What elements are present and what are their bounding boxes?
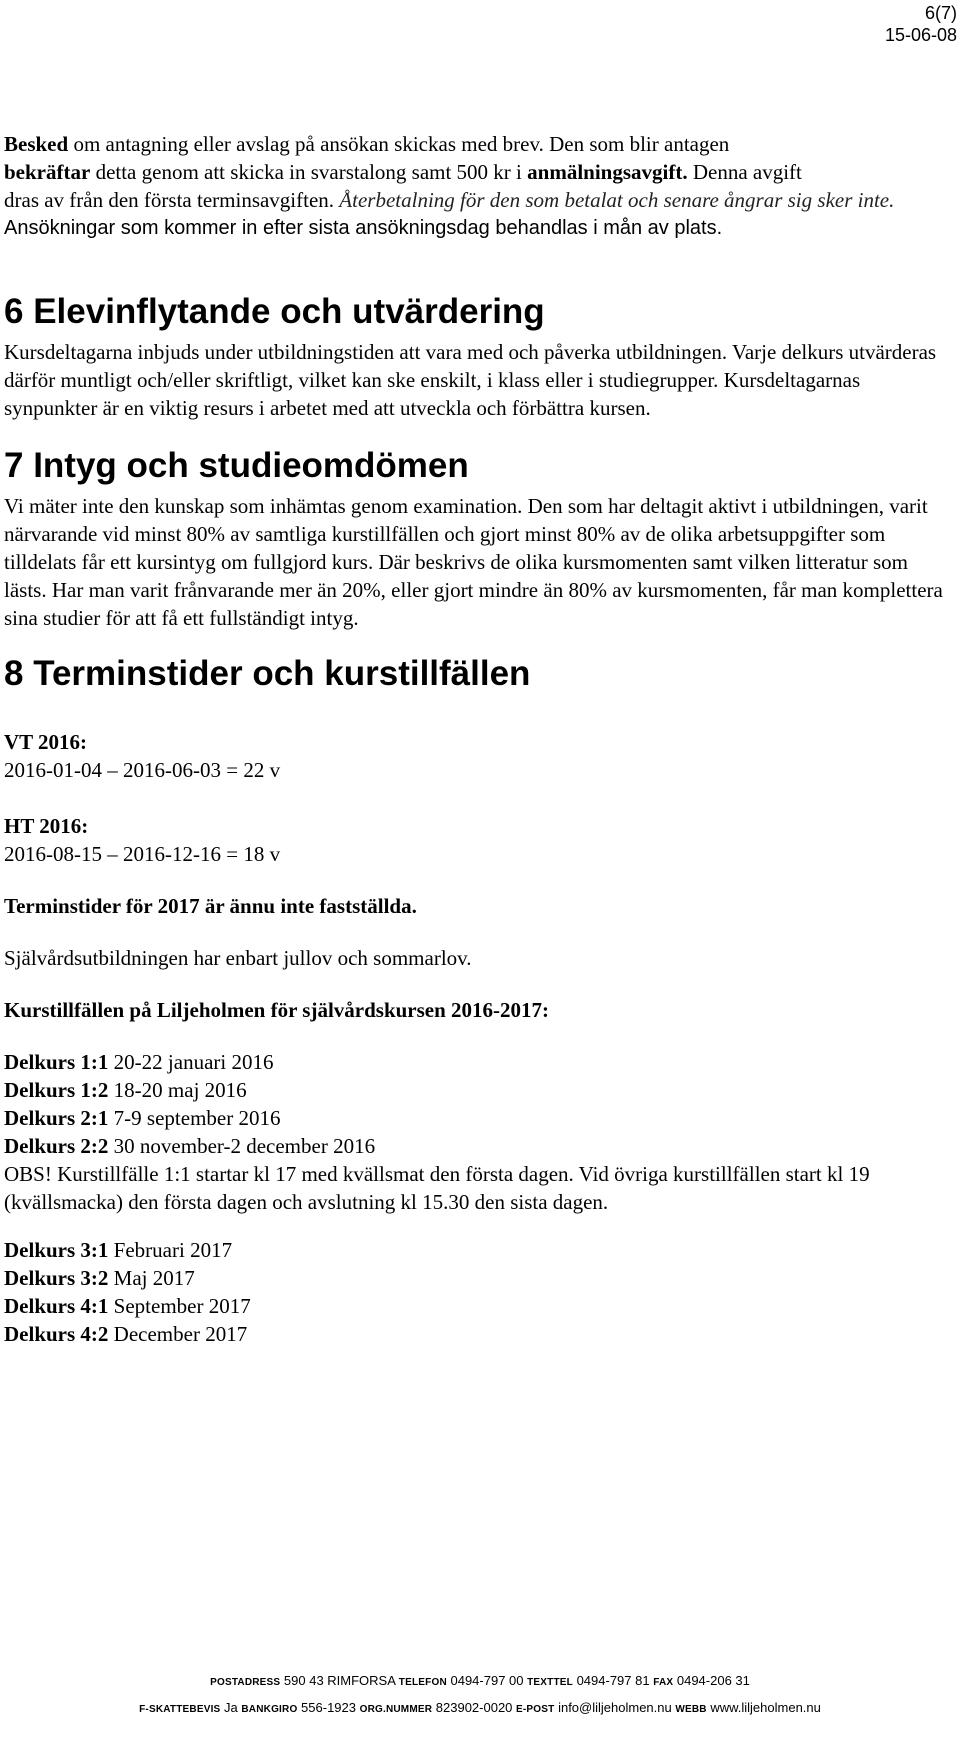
session-date: Maj 2017 [108,1266,195,1290]
section-7-body: Vi mäter inte den kunskap som inhämtas genom examination. Den som har deltagit aktivt i utbildningen, varit närvarande vid minst 80% av samtliga kurstillfällen och gjort minst 80% av de olika arbetsuppgifter som tilldelats får ett kursintyg om fullgjord kurs. Där beskrivs de olika kursmomenten samt vilken litteratur som lästs. Har man varit frånvarande mer än 20%, eller gjort mindre än 80% av kursmomenten, får man komplettera sina studier för att få ett fullständigt intyg. [4,494,943,630]
footer-company-line [0,1700,960,1718]
footer-value: 0494-206 31 [673,1673,750,1688]
holidays-note: Självårdsutbildningen har enbart jullov och sommarlov. [4,946,472,970]
footer-email[interactable]: info@liljeholmen.nu [554,1700,676,1715]
page-date: 15-06-08 [884,25,957,45]
section-7-heading: 7 Intyg och studieomdömen [4,446,469,485]
kurstillfallen-heading: Kurstillfällen på Liljeholmen för självårdskursen 2016-2017: [4,998,550,1022]
footer-key: TEXTTEL [527,1677,573,1688]
footer-key: ORG.NUMMER [359,1704,433,1715]
list-item [4,1104,954,1132]
besked-bold: Besked [4,132,69,156]
session-label: Delkurs 2:2 [4,1134,109,1158]
session-label: Delkurs 4:2 [4,1322,109,1346]
footer-website[interactable]: www.liljeholmen.nu [706,1700,821,1715]
list-item [4,1264,954,1292]
section-6-body: Kursdeltagarna inbjuds under utbildningstiden att vara med och påverka utbildningen. Varje delkurs utvärderas därför muntligt och/eller skriftligt, vilket kan ske enskilt, i klass eller i studiegrupper. Kursdeltagarnas synpunkter är en viktig resurs i arbetet med att utveckla och förbättra kursen. [4,340,937,420]
session-date: 18-20 maj 2016 [108,1078,247,1102]
terms-not-set: Terminstider för 2017 är ännu inte fastställda. [4,894,417,918]
late-applications-note: Ansökningar som kommer in efter sista ansökningsdag behandlas i mån av plats. [4,217,723,239]
ht-dates: 2016-08-15 – 2016-12-16 = 18 v [4,842,281,866]
section-6-heading: 6 Elevinflytande och utvärdering [4,292,545,331]
footer-key: FAX [653,1677,674,1688]
session-date: September 2017 [108,1294,251,1318]
session-date: December 2017 [108,1322,248,1346]
footer-key: POSTADRESS [210,1677,281,1688]
list-item [4,1132,954,1160]
refund-note: Återbetalning för den som betalat och senare ångrar sig sker inte. [339,188,895,212]
list-item [4,1320,954,1348]
sessions-2017-list [4,1236,954,1348]
session-label: Delkurs 3:1 [4,1238,109,1262]
session-label: Delkurs 1:1 [4,1050,109,1074]
list-item [4,1076,954,1104]
obs-note: OBS! Kurstillfälle 1:1 startar kl 17 med kvällsmat den första dagen. Vid övriga kurstillfällen start kl 19 (kvällsmacka) den första dagen och avslutning kl 15.30 den sista dagen. [4,1162,870,1214]
intro-line1: om antagning eller avslag på ansökan skickas med brev. Den som blir antagen [68,132,730,156]
sessions-2016-list [4,1048,954,1160]
footer-value: Ja [220,1700,242,1715]
footer-key: BANKGIRO [241,1704,298,1715]
page-number: 6(7) [924,3,957,23]
list-item [4,1048,954,1076]
footer-value: 590 43 RIMFORSA [280,1673,399,1688]
footer-value: 0494-797 81 [572,1673,654,1688]
section-8-heading: 8 Terminstider och kurstillfällen [4,654,531,693]
session-date: 20-22 januari 2016 [108,1050,274,1074]
footer-key: E-POST [516,1704,555,1715]
intro-line3: dras av från den första terminsavgiften. [4,188,340,212]
vt-dates: 2016-01-04 – 2016-06-03 = 22 v [4,758,281,782]
session-date: 7-9 september 2016 [108,1106,281,1130]
intro-line2-mid: detta genom att skicka in svarstalong samt 500 kr i [90,160,528,184]
footer-value: 823902-0020 [432,1700,517,1715]
list-item [4,1292,954,1320]
session-date: Februari 2017 [108,1238,233,1262]
document-body [4,130,954,1348]
intro-line2-end: Denna avgift [687,160,802,184]
footer-key: WEBB [675,1704,707,1715]
session-date: 30 november-2 december 2016 [108,1134,376,1158]
session-label: Delkurs 4:1 [4,1294,109,1318]
admission-paragraph [4,130,954,214]
anmalningsavgift-bold: anmälningsavgift. [527,160,688,184]
bekraftar-bold: bekräftar [4,160,91,184]
footer-key: F-SKATTEBEVIS [139,1704,221,1715]
session-label: Delkurs 3:2 [4,1266,109,1290]
footer-value: 556-1923 [297,1700,360,1715]
session-label: Delkurs 1:2 [4,1078,109,1102]
session-label: Delkurs 2:1 [4,1106,109,1130]
footer-value: 0494-797 00 [446,1673,528,1688]
vt-label: VT 2016: [4,730,88,754]
ht-label: HT 2016: [4,814,89,838]
footer-key: TELEFON [398,1677,447,1688]
footer-contact-line [0,1673,960,1691]
list-item [4,1236,954,1264]
